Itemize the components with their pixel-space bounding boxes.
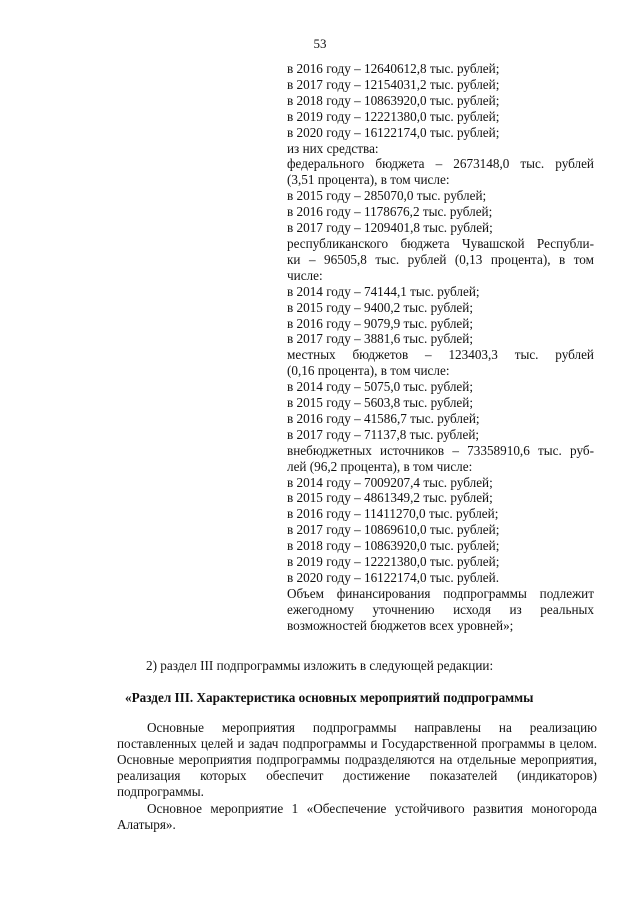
federal-line-2016: в 2016 году – 1178676,2 тыс. рублей; (287, 204, 493, 220)
federal-budget-line-2: (3,51 процента), в том числе: (287, 172, 450, 188)
page-number: 53 (313, 36, 327, 51)
extra-line-2014: в 2014 году – 7009207,4 тыс. рублей; (287, 474, 493, 490)
republic-budget-line-2: ки – 96505,8 тыс. рублей (0,13 процента), в том (287, 251, 594, 267)
republic-line-2017: в 2017 году – 3881,6 тыс. рублей; (287, 331, 473, 347)
local-line-2014: в 2014 году – 5075,0 тыс. рублей; (287, 379, 473, 395)
republic-budget-line-3: числе: (287, 267, 323, 283)
total-line-2016: в 2016 году – 12640612,8 тыс. рублей; (287, 61, 500, 76)
extra-budget-line-1: внебюджетных источников – 73358910,6 тыс. руб- (287, 442, 594, 458)
extra-line-2018: в 2018 году – 10863920,0 тыс. рублей; (287, 538, 500, 554)
total-line-2019: в 2019 году – 12221380,0 тыс. рублей; (287, 108, 500, 124)
extra-budget-line-2: лей (96,2 процента), в том числе: (287, 458, 473, 474)
local-line-2017: в 2017 году – 71137,8 тыс. рублей; (287, 426, 480, 442)
total-line-2017: в 2017 году – 12154031,2 тыс. рублей; (287, 76, 500, 92)
local-budget-line-1: местных бюджетов – 123403,3 тыс. рублей (287, 347, 594, 363)
paragraph-2: Основное мероприятие 1 «Обеспечение устойчивого развития моногорода Алатыря». (117, 801, 597, 832)
from-sources-label: из них средства: (287, 140, 379, 156)
republic-line-2014: в 2014 году – 74144,1 тыс. рублей; (287, 283, 480, 299)
extra-line-2017: в 2017 году – 10869610,0 тыс. рублей; (287, 522, 500, 538)
republic-line-2015: в 2015 году – 9400,2 тыс. рублей; (287, 299, 473, 315)
extra-line-2020: в 2020 году – 16122174,0 тыс. рублей. (287, 570, 499, 585)
federal-budget-line-1: федерального бюджета – 2673148,0 тыс. рублей (287, 156, 594, 172)
extra-line-2019: в 2019 году – 12221380,0 тыс. рублей; (287, 554, 500, 570)
extra-line-2015: в 2015 году – 4861349,2 тыс. рублей; (287, 490, 493, 506)
federal-line-2015: в 2015 году – 285070,0 тыс. рублей; (287, 188, 487, 204)
section-heading: «Раздел III. Характеристика основных мероприятий подпрограммы (125, 690, 534, 705)
financing-block (287, 61, 594, 634)
amendment-item-2: 2) раздел III подпрограммы изложить в следующей редакции: (146, 658, 494, 673)
republic-line-2016: в 2016 году – 9079,9 тыс. рублей; (287, 315, 473, 331)
total-line-2018: в 2018 году – 10863920,0 тыс. рублей; (287, 92, 500, 108)
total-line-2020: в 2020 году – 16122174,0 тыс. рублей; (287, 124, 500, 140)
financing-note: Объем финансирования подпрограммы подлежит ежегодному уточнению исходя из реальных возможностей бюджетов всех уровней»; (287, 585, 594, 633)
federal-line-2017: в 2017 году – 1209401,8 тыс. рублей; (287, 220, 493, 236)
local-line-2016: в 2016 году – 41586,7 тыс. рублей; (287, 410, 480, 426)
local-line-2015: в 2015 году – 5603,8 тыс. рублей; (287, 395, 473, 411)
extra-line-2016: в 2016 году – 11411270,0 тыс. рублей; (287, 506, 499, 522)
republic-budget-line-1: республиканского бюджета Чувашской Республи- (287, 235, 594, 251)
paragraph-1: Основные мероприятия подпрограммы направлены на реализацию поставленных целей и задач подпрограммы и Государственной программы в целом. Основные мероприятия подпрограммы подразделяются на отдельные мероприятия, реализация которых обеспечит достижение показателей (индикаторов) подпрограммы. (117, 720, 597, 799)
local-budget-line-2: (0,16 процента), в том числе: (287, 363, 450, 379)
